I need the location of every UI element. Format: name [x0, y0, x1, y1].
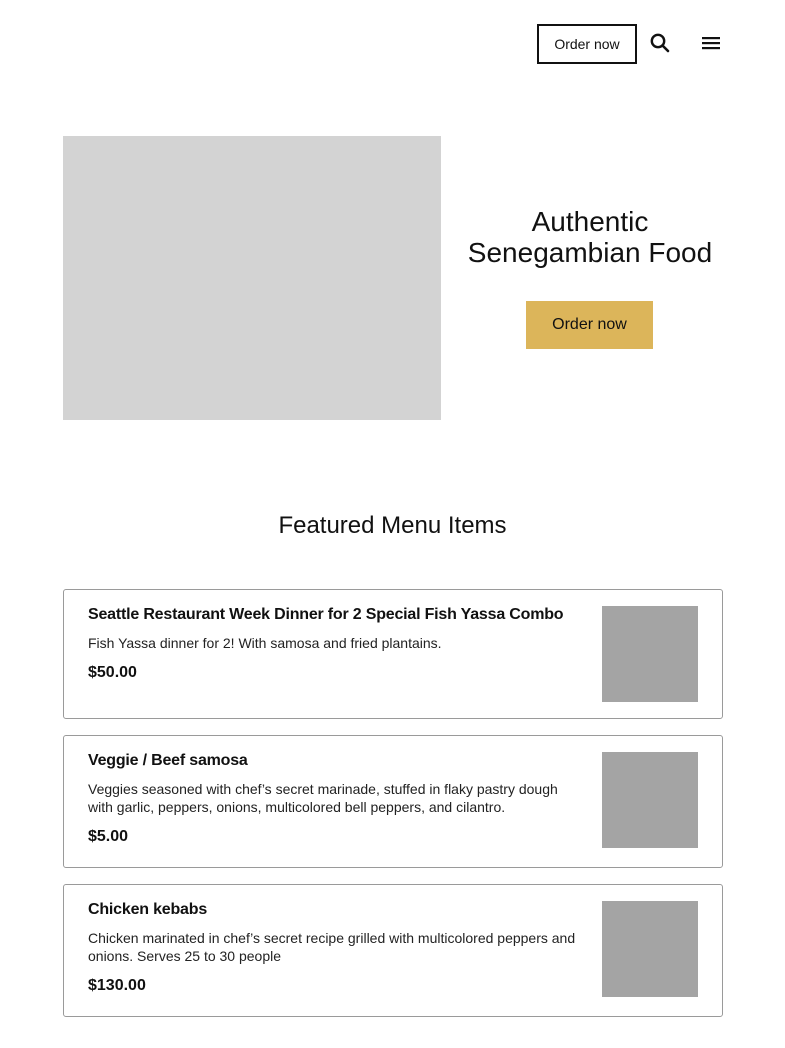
hero-image [63, 136, 441, 420]
featured-menu-title: Featured Menu Items [278, 512, 507, 539]
menu-item-name: Chicken kebabs [88, 901, 208, 918]
header-order-now-button[interactable]: Order now [537, 24, 637, 64]
menu-item-price: $5.00 [88, 828, 129, 845]
menu-item-card[interactable] [63, 884, 723, 1017]
menu-item-name: Seattle Restaurant Week Dinner for 2 Special Fish Yassa Combo [88, 606, 564, 623]
menu-item-image [602, 901, 698, 997]
menu-item-name: Veggie / Beef samosa [88, 752, 248, 769]
search-icon[interactable] [649, 32, 671, 54]
hero-order-now-button[interactable]: Order now [526, 301, 653, 349]
site-header [0, 0, 785, 90]
menu-item-image [602, 752, 698, 848]
menu-item-image [602, 606, 698, 702]
hamburger-menu-icon[interactable] [700, 32, 722, 54]
menu-item-card[interactable] [63, 735, 723, 868]
menu-item-description: Veggies seasoned with chef’s secret marinade, stuffed in flaky pastry dough with garlic, peppers, onions, multicolored bell peppers, and cilantro. [88, 781, 558, 815]
menu-item-price: $130.00 [88, 977, 146, 994]
menu-item-description: Fish Yassa dinner for 2! With samosa and fried plantains. [88, 635, 442, 651]
menu-item-price: $50.00 [88, 664, 137, 681]
hero-title: Authentic Senegambian Food [467, 206, 713, 268]
menu-item-description: Chicken marinated in chef’s secret recipe grilled with multicolored peppers and onions. Serves 25 to 30 people [88, 930, 576, 964]
menu-item-card[interactable] [63, 589, 723, 719]
